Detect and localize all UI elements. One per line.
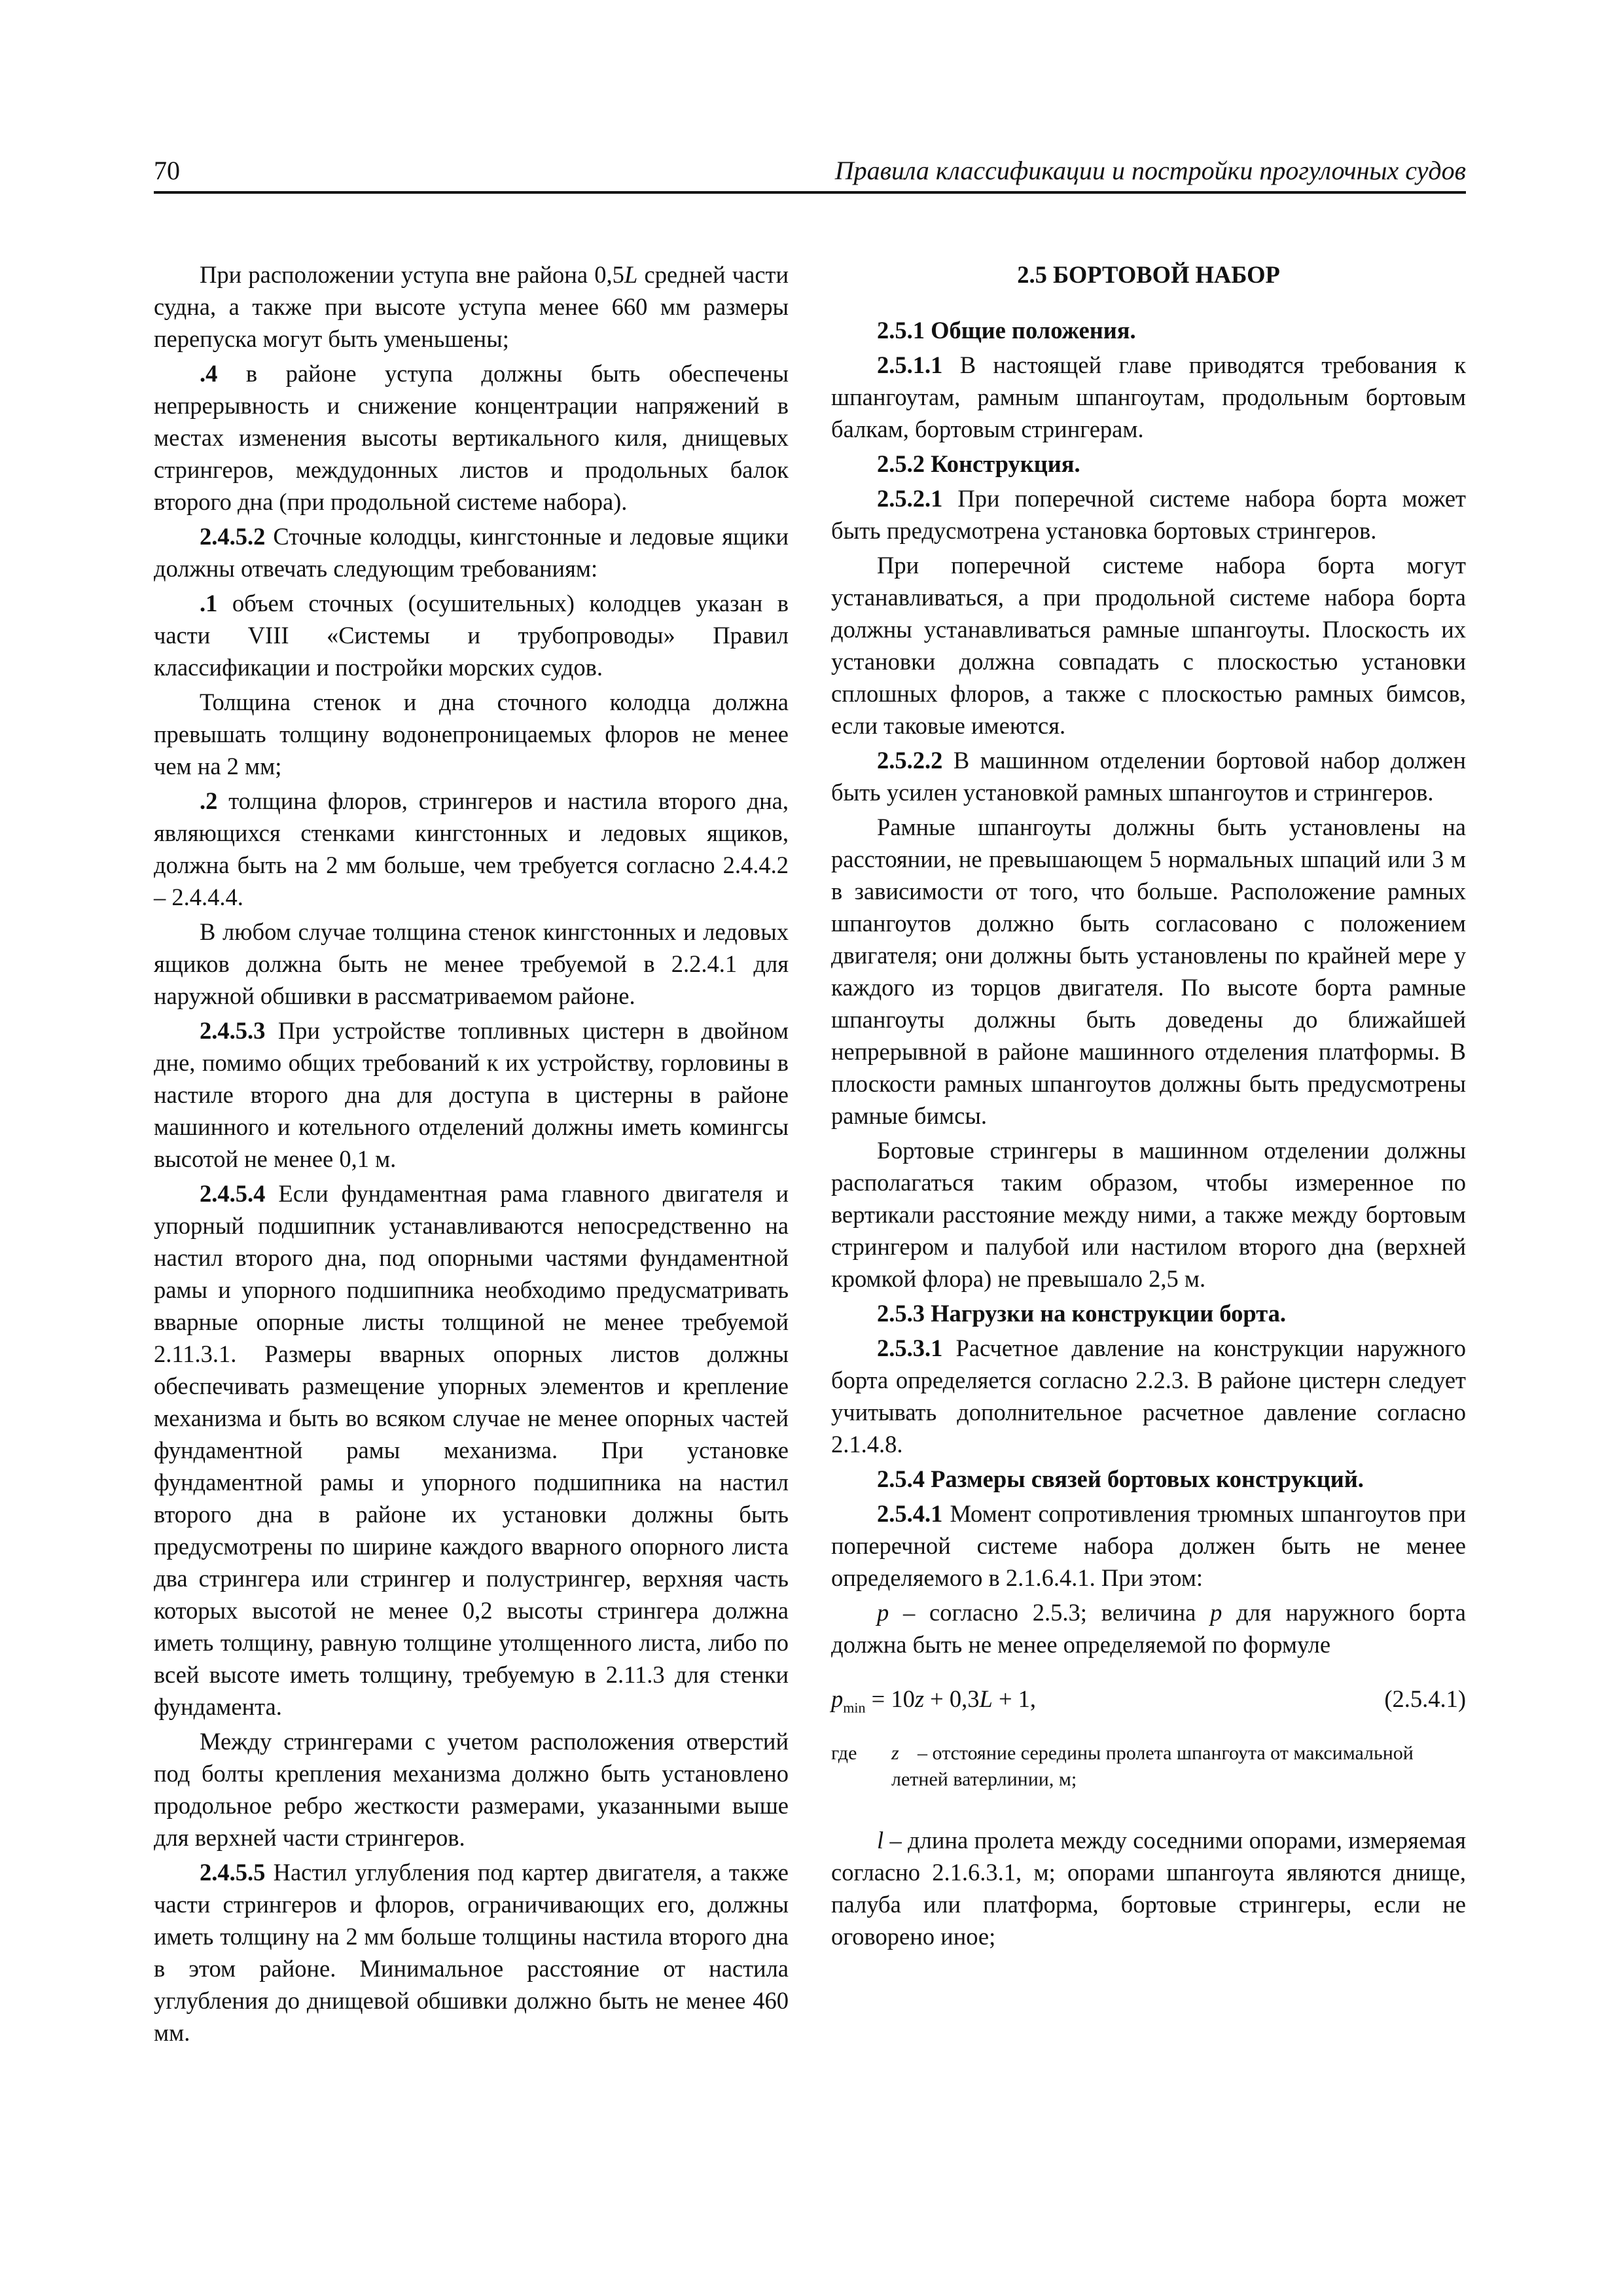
section-title: 2.5 БОРТОВОЙ НАБОР: [1017, 261, 1280, 288]
subsection-heading: 2.5.1 Общие положения.: [877, 317, 1136, 344]
paragraph: .1 объем сточных (осушительных) колодцев указан в части VIII «Системы и трубопроводы» Правил классификации и постройки морских судов.: [154, 590, 789, 681]
paragraph: Толщина стенок и дна сточного колодца должна превышать толщину водонепроницаемых флоров не менее чем на 2 мм;: [154, 689, 789, 780]
left-column: [154, 259, 789, 2049]
paragraph: l – длина пролета между соседними опорами, измеряемая согласно 2.1.6.3.1, м; опорами шпангоута являются днище, палуба или платформа, бортовые стрингеры, если не оговорено иное;: [831, 1827, 1466, 1950]
paragraph: 2.5.2.2 В машинном отделении бортовой набор должен быть усилен установкой рамных шпангоутов и стрингеров.: [831, 747, 1466, 806]
paragraph: Между стрингерами с учетом расположения отверстий под болты крепления механизма должно быть установлено продольное ребро жесткости размерами, указанными выше для верхней части стрингеров.: [154, 1728, 789, 1851]
paragraph: 2.4.5.4 Если фундаментная рама главного двигателя и упорный подшипник устанавливаются непосредственно на настил второго дна, под опорными частями фундаментной рамы и упорного подшипника необходимо предусматривать вварные опорные листы толщиной не менее требуемой 2.11.3.1. Размеры вварных опорных листов должны обеспечивать размещение упорных элементов и крепление механизма и быть во всяком случае не менее опорных частей фундаментной рамы механизма. При установке фундаментной рамы и упорного подшипника на настил второго дна в районе их установки должны быть предусмотрены по ширине каждого вварного опорного листа два стрингера или стрингер и полустрингер, верхняя часть которых высотой не менее 0,2 высоты стрингера должна иметь толщину, равную толщине утолщенного листа, либо по всей высоте иметь толщину, требуемую в 2.11.3 для стенки фундамента.: [154, 1180, 789, 1720]
paragraph: 2.5.2.1 При поперечной системе набора борта может быть предусмотрена установка бортовых стрингеров.: [831, 485, 1466, 544]
where-label: где: [831, 1742, 857, 1764]
formula-legend: [831, 1740, 1466, 1793]
paragraph: 2.4.5.5 Настил углубления под картер двигателя, а также части стрингеров и флоров, ограничивающих его, должны иметь толщину на 2 мм больше толщины настила второго дна в этом районе. Минимальное расстояние от настила углубления до днищевой обшивки должно быть не менее 460 мм.: [154, 1859, 789, 2046]
formula-expression: $p_{min} = 10z + 0,3L + 1$,: [831, 1685, 1037, 1716]
subsection-heading: 2.5.3 Нагрузки на конструкции борта.: [877, 1300, 1286, 1327]
right-column: [831, 259, 1466, 1952]
paragraph: 2.5.4.1 Момент сопротивления трюмных шпангоутов при поперечной системе набора должен быть не менее определяемого в 2.1.6.4.1. При этом:: [831, 1500, 1466, 1591]
formula-2-5-4-1: [831, 1683, 1466, 1715]
paragraph: Рамные шпангоуты должны быть установлены на расстоянии, не превышающем 5 нормальных шпаций или 3 м в зависимости от того, что больше. Расположение рамных шпангоутов должно быть согласовано с положением двигателя; они должны быть установлены по крайней мере у каждого из торцов двигателя. По высоте борта рамные шпангоуты должны быть доведены до ближайшей непрерывной в районе машинного отделения платформы. В плоскости рамных шпангоутов должны быть предусмотрены рамные бимсы.: [831, 814, 1466, 1129]
paragraph: Бортовые стрингеры в машинном отделении должны располагаться таким образом, чтобы измеренное по вертикали расстояние между ними, а также между бортовым стрингером и палубой или настилом второго дна (верхней кромкой флора) не превышало 2,5 м.: [831, 1137, 1466, 1292]
paragraph: 2.4.5.2 Сточные колодцы, кингстонные и ледовые ящики должны отвечать следующим требованиям:: [154, 523, 789, 582]
paragraph: 2.5.1.1 В настоящей главе приводятся требования к шпангоутам, рамным шпангоутам, продольным бортовым балкам, бортовым стрингерам.: [831, 351, 1466, 442]
page-number: 70: [154, 156, 180, 185]
formula-number: (2.5.4.1): [1384, 1685, 1466, 1712]
running-header: [154, 152, 1466, 194]
paragraph: 2.5.3.1 Расчетное давление на конструкции наружного борта определяется согласно 2.2.3. В районе цистерн следует учитывать дополнительное расчетное давление согласно 2.1.4.8.: [831, 1335, 1466, 1458]
where-definition: z – отстояние середины пролета шпангоута от максимальной летней ватерлинии, м;: [891, 1742, 1414, 1790]
paragraph: При расположении уступа вне района 0,5L средней части судна, а также при высоте уступа менее 660 мм размеры перепуска могут быть уменьшены;: [154, 261, 789, 352]
paragraph: p – согласно 2.5.3; величина p для наружного борта должна быть не менее определяемой по формуле: [831, 1599, 1466, 1658]
paragraph: .4 в районе уступа должны быть обеспечены непрерывность и снижение концентрации напряжений в местах изменения высоты вертикального киля, днищевых стрингеров, междудонных листов и продольных балок второго дна (при продольной системе набора).: [154, 360, 789, 515]
subsection-heading: 2.5.2 Конструкция.: [877, 450, 1080, 477]
paragraph: .2 толщина флоров, стрингеров и настила второго дна, являющихся стенками кингстонных и ледовых ящиков, должна быть на 2 мм больше, чем требуется согласно 2.4.4.2 – 2.4.4.4.: [154, 787, 789, 910]
running-title: Правила классификации и постройки прогулочных судов: [834, 156, 1466, 185]
paragraph: В любом случае толщина стенок кингстонных и ледовых ящиков должна быть не менее требуемой в 2.2.4.1 для наружной обшивки в рассматриваемом районе.: [154, 918, 789, 1009]
paragraph: 2.4.5.3 При устройстве топливных цистерн в двойном дне, помимо общих требований к их устройству, горловины в настиле второго дна для доступа в цистерны в районе машинного и котельного отделений должны иметь комингсы высотой не менее 0,1 м.: [154, 1017, 789, 1172]
subsection-heading: 2.5.4 Размеры связей бортовых конструкций.: [877, 1465, 1364, 1492]
paragraph: При поперечной системе набора борта могут устанавливаться, а при продольной системе набора борта должны устанавливаться рамные шпангоуты. Плоскость их установки должна совпадать с плоскостью установки сплошных флоров, а также с плоскостью рамных бимсов, если таковые имеются.: [831, 552, 1466, 739]
